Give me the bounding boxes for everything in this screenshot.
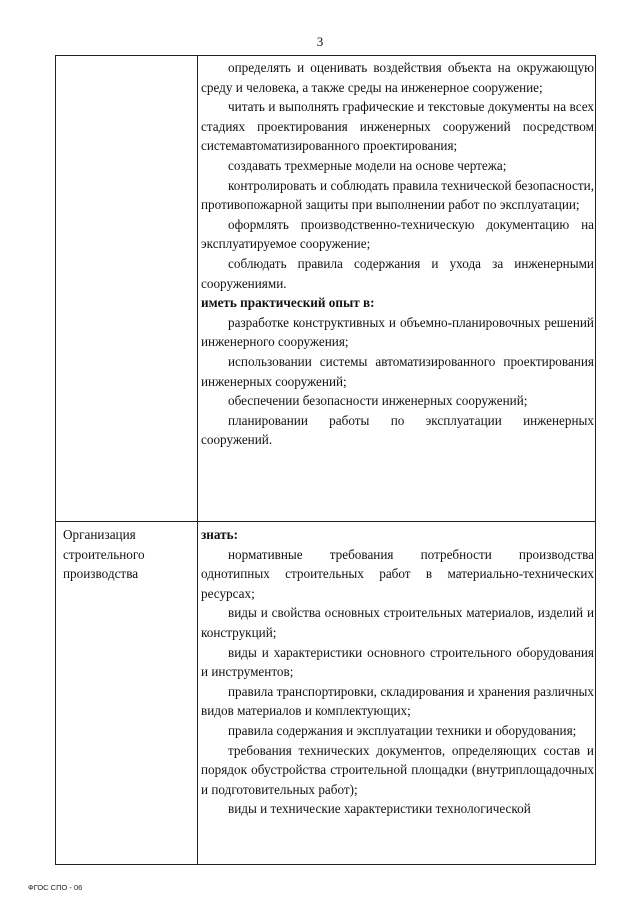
skill-item: соблюдать правила содержания и ухода за инженерными сооружениями. (201, 255, 594, 291)
knowledge-heading: знать: (201, 527, 238, 542)
skill-item: определять и оценивать воздействия объекта на окружающую среду и человека, а также среды на инженерное сооружение; (201, 60, 594, 95)
experience-item: обеспечении безопасности инженерных сооружений; (228, 393, 528, 409)
skill-item: оформлять производственно-техническую документацию на эксплуатируемое сооружение; (201, 216, 594, 252)
row2-content-cell (201, 525, 594, 819)
skill-item: контролировать и соблюдать правила технической безопасности, противопожарной защиты при выполнении работ по эксплуатации; (201, 177, 594, 213)
experience-item: разработке конструктивных и объемно-планировочных решений инженерного сооружения; (201, 314, 594, 350)
page-number: 3 (316, 34, 324, 49)
knowledge-item: виды и свойства основных строительных материалов, изделий и конструкций; (201, 605, 594, 640)
experience-item: планировании работы по эксплуатации инженерных сооружений. (201, 412, 594, 448)
row2-title-cell: Организация строительного производства (63, 527, 145, 582)
skill-item: читать и выполнять графические и текстовые документы на всех стадиях проектирования инженерных сооружений посредством системавтоматизированного проектирования; (201, 99, 594, 154)
knowledge-item: правила содержания и эксплуатации техники и оборудования; (228, 722, 577, 738)
experience-heading: иметь практический опыт в: (201, 295, 375, 311)
experience-item: использовании системы автоматизированного проектирования инженерных сооружений; (201, 353, 594, 389)
knowledge-item: виды и технические характеристики технологической (228, 801, 531, 817)
competency-table (55, 55, 596, 865)
knowledge-item: виды и характеристики основного строительного оборудования и инструментов; (201, 644, 594, 680)
row-divider (56, 521, 595, 522)
knowledge-item: нормативные требования потребности производства однотипных строительных работ в материально-технических ресурсах; (201, 546, 594, 601)
row1-content-cell (201, 58, 594, 450)
column-divider (197, 56, 198, 864)
knowledge-item: правила транспортировки, складирования и хранения различных видов материалов и комплектующих; (201, 683, 594, 719)
knowledge-item: требования технических документов, определяющих состав и порядок обустройства строительной площадки (внутриплощадочных и подготовительных работ); (201, 742, 594, 797)
skill-item: создавать трехмерные модели на основе чертежа; (228, 157, 507, 173)
footer-label: ФГОС СПО - 06 (28, 883, 83, 892)
